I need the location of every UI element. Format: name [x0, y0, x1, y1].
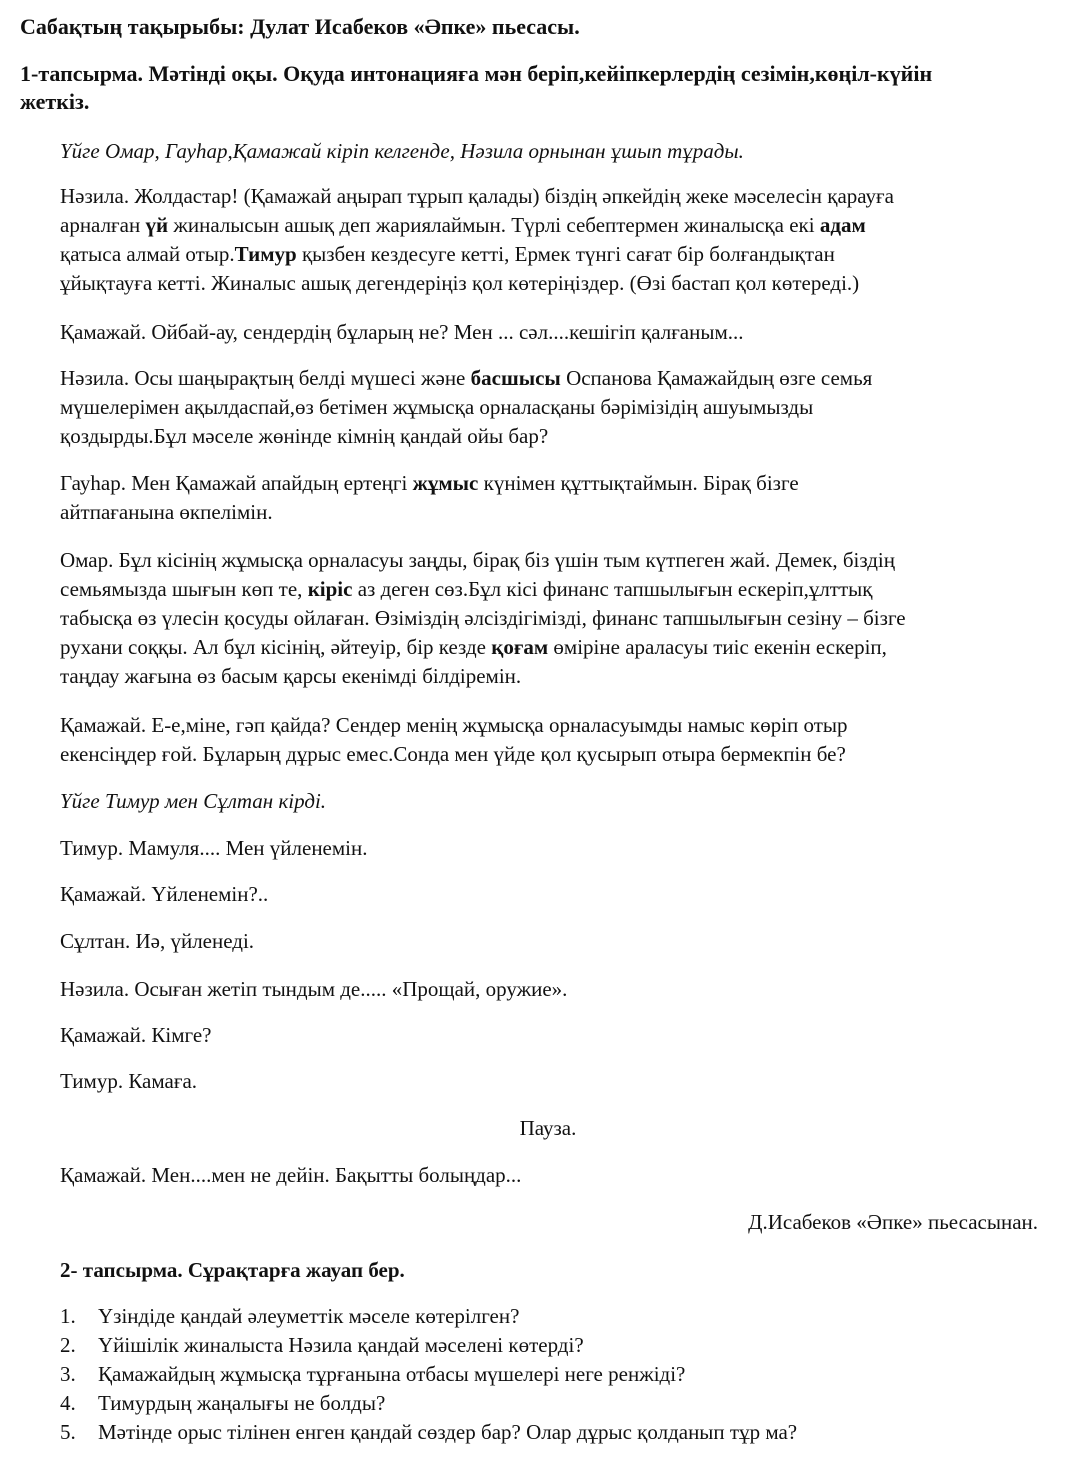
- bold-word: қоғам: [491, 635, 549, 659]
- text-line: [60, 364, 1050, 393]
- bold-word: басшысы: [470, 366, 561, 390]
- dialogue-nazila-3: Нәзила. Осыған жетіп тындым де..... «Прощай, оружие».: [60, 977, 568, 1001]
- question-number: 3.: [60, 1362, 76, 1386]
- text-line: таңдау жағына өз басым қарсы екенімді білдіремін.: [60, 664, 522, 688]
- text-run: қатыса алмай отыр.: [60, 242, 235, 266]
- text-run: жиналысын ашық деп жариялаймын. Түрлі себептермен жиналысқа екі: [168, 213, 820, 237]
- text-line: [60, 240, 1050, 269]
- question-text: Үйішілік жиналыста Нәзила қандай мәселені көтерді?: [98, 1333, 584, 1357]
- list-item: [60, 1331, 1050, 1360]
- question-list: [60, 1302, 1050, 1447]
- question-number: 5.: [60, 1420, 76, 1444]
- text-run: Оспанова Қамажайдың өзге семья: [560, 366, 873, 390]
- task2-heading: 2- тапсырма. Сұрақтарға жауап бер.: [60, 1258, 405, 1282]
- dialogue-nazila-1: [60, 182, 1050, 298]
- text-line: [60, 469, 1050, 498]
- dialogue-gauhar: [60, 469, 1050, 527]
- dialogue-kamazhai-3: Қамажай. Үйленемін?..: [60, 882, 269, 906]
- bold-word: адам: [819, 213, 866, 237]
- question-number: 1.: [60, 1304, 76, 1328]
- text-line: Нәзила. Жолдастар! (Қамажай аңырап тұрып қалады) біздің әпкейдің жеке мәселесін қарауға: [60, 184, 894, 208]
- question-text: Қамажайдың жұмысқа тұрғанына отбасы мүшелері неге ренжіді?: [98, 1362, 686, 1386]
- text-line: [60, 633, 1050, 662]
- list-item: [60, 1389, 1050, 1418]
- bold-word: кіріс: [307, 577, 353, 601]
- bold-word: үй: [145, 213, 169, 237]
- task1-line-1: 1-тапсырма. Мәтінді оқы. Оқуда интонацияға мән беріп,кейіпкерлердің сезімін,көңіл-күйін: [20, 61, 933, 86]
- stage-direction-1: Үйге Омар, Гауһар,Қамажай кіріп келгенде, Нәзила орнынан ұшып тұрады.: [60, 139, 744, 163]
- text-line: [60, 575, 1050, 604]
- text-line: Қамажай. Е-е,міне, гәп қайда? Сендер менің жұмысқа орналасуымды намыс көріп отыр: [60, 713, 848, 737]
- text-run: Гауһар. Мен Қамажай апайдың ертеңгі: [60, 471, 413, 495]
- dialogue-timur-1: Тимур. Мамуля.... Мен үйленемін.: [60, 836, 368, 860]
- question-text: Үзіндіде қандай әлеуметтік мәселе көтерілген?: [98, 1304, 520, 1328]
- text-run: рухани соққы. Ал бұл кісінің, әйтеуір, бір кезде: [60, 635, 492, 659]
- source-attribution: Д.Исабеков «Әпке» пьесасынан.: [748, 1210, 1038, 1234]
- dialogue-kamazhai-4: Қамажай. Кімге?: [60, 1023, 212, 1047]
- dialogue-omar: [60, 546, 1050, 691]
- question-text: Мәтінде орыс тілінен енген қандай сөздер бар? Олар дұрыс қолданып тұр ма?: [98, 1420, 798, 1444]
- question-text: Тимурдың жаңалығы не болды?: [98, 1391, 386, 1415]
- text-run: Нәзила. Осы шаңырақтың белді мүшесі және: [60, 366, 471, 390]
- text-run: өміріне араласуы тиіс екенін ескеріп,: [548, 635, 887, 659]
- lesson-title: Сабақтың тақырыбы: Дулат Исабеков «Әпке» пьесасы.: [20, 14, 580, 39]
- text-run: қызбен кездесуге кетті, Ермек түнгі сағат бір болғандықтан: [296, 242, 835, 266]
- question-number: 4.: [60, 1391, 76, 1415]
- dialogue-kamazhai-2: [60, 711, 1050, 769]
- task1-line-2: жеткіз.: [20, 89, 90, 114]
- text-run: арналған: [60, 213, 146, 237]
- list-item: [60, 1418, 1050, 1447]
- bold-word: жұмыс: [412, 471, 479, 495]
- stage-direction-2: Үйге Тимур мен Сұлтан кірді.: [60, 789, 327, 813]
- text-line: айтпағанына өкпелімін.: [60, 500, 273, 524]
- text-line: қоздырды.Бұл мәселе жөнінде кімнің қандай ойы бар?: [60, 424, 549, 448]
- text-line: табысқа өз үлесін қосуды ойлаған. Өзіміздің әлсіздігімізді, финанс тапшылығын сезіну – бізге: [60, 606, 906, 630]
- text-run: аз деген сөз.Бұл кісі финанс тапшылығын ескеріп,ұлттық: [352, 577, 873, 601]
- text-line: Омар. Бұл кісінің жұмысқа орналасуы заңды, бірақ біз үшін тым күтпеген жай. Демек, біздің: [60, 548, 896, 572]
- list-item: [60, 1302, 1050, 1331]
- task1-heading: [20, 60, 1050, 116]
- text-run: күнімен құттықтаймын. Бірақ бізге: [478, 471, 799, 495]
- pause-note: Пауза.: [519, 1116, 577, 1140]
- question-number: 2.: [60, 1333, 76, 1357]
- text-line: [60, 211, 1050, 240]
- dialogue-kamazhai-1: Қамажай. Ойбай-ау, сендердің бұларың не? Мен ... сәл....кешігіп қалғаным...: [60, 320, 744, 344]
- text-line: ұйықтауға кетті. Жиналыс ашық дегендеріңіз қол көтеріңіздер. (Өзі бастап қол көтереді.): [60, 271, 860, 295]
- dialogue-timur-2: Тимур. Камаға.: [60, 1069, 198, 1093]
- bold-word: Тимур: [234, 242, 297, 266]
- text-line: екенсіңдер ғой. Бұларың дұрыс емес.Сонда мен үйде қол қусырып отыра бермекпін бе?: [60, 742, 846, 766]
- text-run: семьямызда шығын көп те,: [60, 577, 308, 601]
- dialogue-sultan: Сұлтан. Иә, үйленеді.: [60, 929, 255, 953]
- text-line: мүшелерімен ақылдаспай,өз бетімен жұмысқа орналасқаны бәрімізідің ашуымызды: [60, 395, 814, 419]
- dialogue-kamazhai-5: Қамажай. Мен....мен не дейін. Бақытты болыңдар...: [60, 1163, 522, 1187]
- dialogue-nazila-2: [60, 364, 1050, 451]
- list-item: [60, 1360, 1050, 1389]
